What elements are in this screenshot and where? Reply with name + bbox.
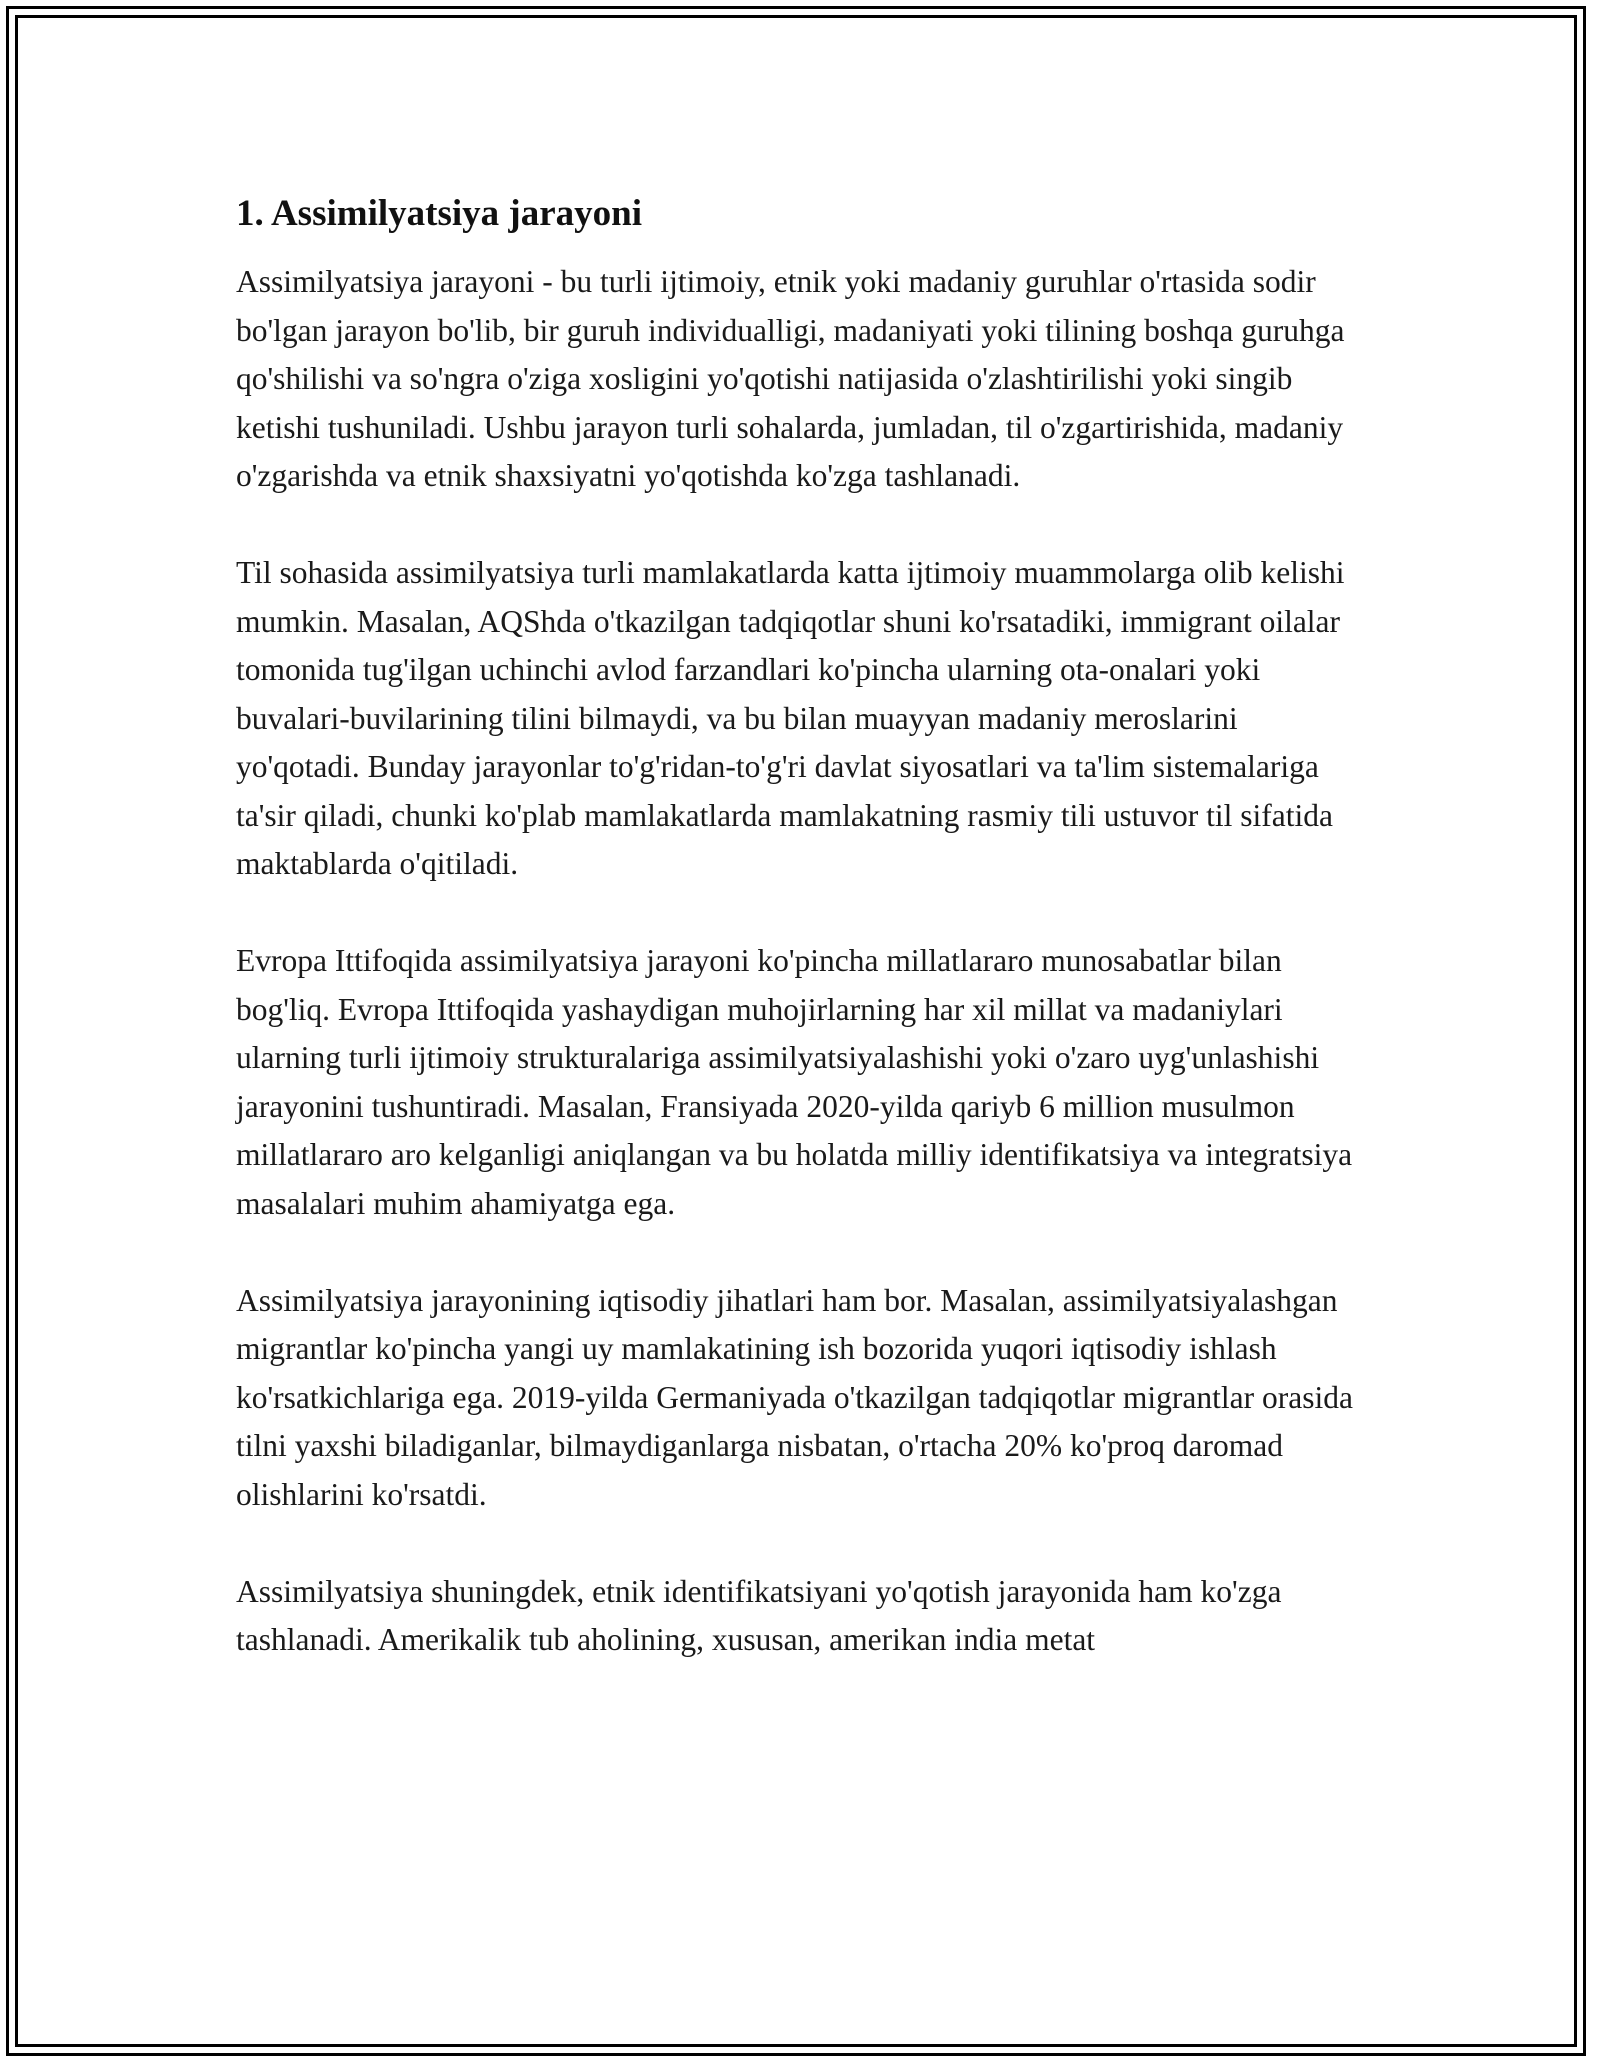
paragraph-definition: Assimilyatsiya jarayoni - bu turli ijtimoiy, etnik yoki madaniy guruhlar o'rtasida sodir bo'lgan jarayon bo'lib, bir guruh individualligi, madaniyati yoki tilining boshqa guruhga qo'shilishi va so'ngra o'ziga xosligini yo'qotishi natijasida o'zlashtirilishi yoki singib ketishi tushuniladi. Ushbu jarayon turli sohalarda, jumladan, til o'zgartirishida, madaniy o'zgarishda va etnik shaxsiyatni yo'qotishda ko'zga tashlanadi.	[236, 264, 1345, 493]
paragraph-ethnic-identity: Assimilyatsiya shuningdek, etnik identifikatsiyani yo'qotish jarayonida ham ko'zga tashlanadi. Amerikalik tub aholining, xususan, amerikan india metat	[236, 1573, 1282, 1657]
paragraph-language: Til sohasida assimilyatsiya turli mamlakatlarda katta ijtimoiy muammolarga olib kelishi mumkin. Masalan, AQShda o'tkazilgan tadqiqotlar shuni ko'rsatadiki, immigrant oilalar tomonida tug'ilgan uchinchi avlod farzandlari ko'pincha ularning ota-onalari yoki buvalari-buvilarining tilini bilmaydi, va bu bilan muayyan madaniy meroslarini yo'qotadi. Bunday jarayonlar to'g'ridan-to'g'ri davlat siyosatlari va ta'lim sistemalariga ta'sir qiladi, chunki ko'plab mamlakatlarda mamlakatning rasmiy tili ustuvor til sifatida maktablarda o'qitiladi.	[236, 555, 1345, 881]
paragraph-economic: Assimilyatsiya jarayonining iqtisodiy jihatlari ham bor. Masalan, assimilyatsiyalashgan migrantlar ko'pincha yangi uy mamlakatining ish bozorida yuqori iqtisodiy ishlash ko'rsatkichlariga ega. 2019-yilda Germaniyada o'tkazilgan tadqiqotlar migrantlar orasida tilni yaxshi biladiganlar, bilmaydiganlarga nisbatan, o'rtacha 20% ko'proq daromad olishlarini ko'rsatdi.	[236, 1282, 1353, 1512]
paragraph-european-union: Evropa Ittifoqida assimilyatsiya jarayoni ko'pincha millatlararo munosabatlar bilan bog'liq. Evropa Ittifoqida yashaydigan muhojirlarning har xil millat va madaniylari ularning turli ijtimoiy strukturalariga assimilyatsiyalashishi yoki o'zaro uyg'unlashishi jarayonini tushuntiradi. Masalan, Fransiyada 2020-yilda qariyb 6 million musulmon millatlararo aro kelganligi aniqlangan va bu holatda milliy identifikatsiya va integratsiya masalalari muhim ahamiyatga ega.	[236, 943, 1353, 1221]
document-body	[236, 188, 1366, 1713]
section-heading: 1. Assimilyatsiya jarayoni	[236, 193, 642, 234]
